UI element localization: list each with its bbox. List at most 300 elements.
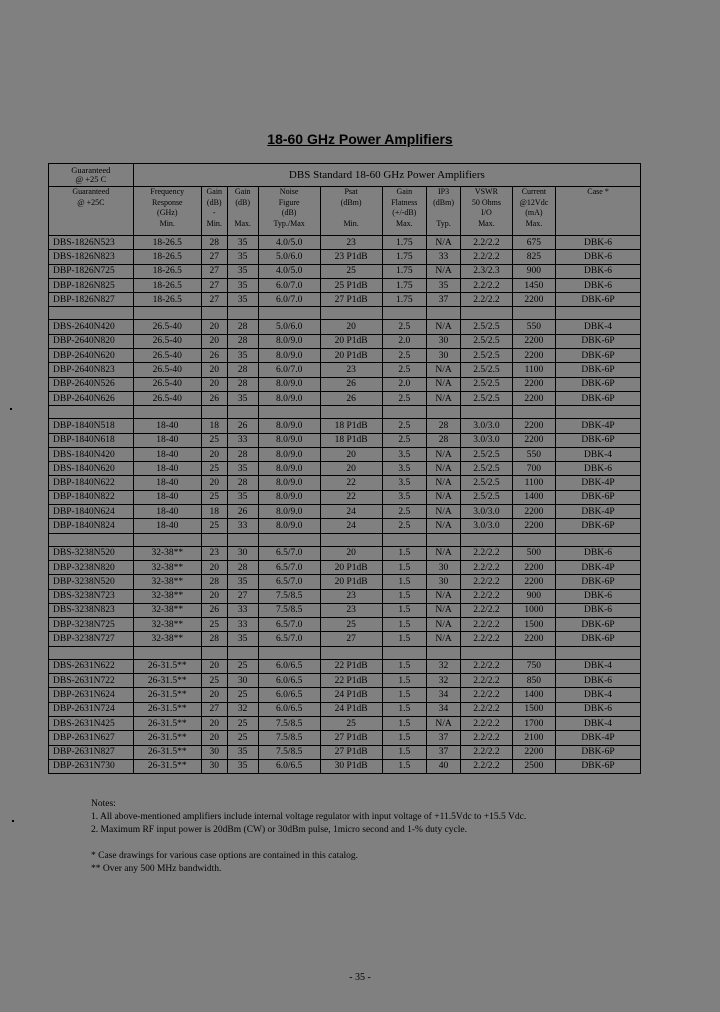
table-cell: 2.5 [382,433,426,447]
table-cell: 32-38** [133,603,201,617]
table-cell: 550 [512,320,555,334]
model-number-cell: DBP-3238N520 [49,575,134,589]
table-cell: 750 [512,659,555,673]
table-cell: DBK-4P [556,505,641,519]
table-cell: 18-26.5 [133,264,201,278]
table-cell: 8.0/9.0 [258,490,320,504]
table-cell: 27 [201,264,227,278]
table-cell: DBK-6 [556,236,641,250]
table-cell: 20 P1dB [320,575,382,589]
table-cell: DBK-4 [556,716,641,730]
column-header: Case * [556,187,641,236]
table-cell: 6.5/7.0 [258,575,320,589]
table-row [49,236,641,250]
table-cell: 28 [227,447,258,461]
table-cell: 25 [227,731,258,745]
table-cell: 35 [227,745,258,759]
table-cell: 1.5 [382,546,426,560]
table-cell: 25 [320,264,382,278]
table-row [49,476,641,490]
table-cell: 23 [201,546,227,560]
table-cell: 32-38** [133,560,201,574]
model-number-cell: DBP-3238N727 [49,632,134,646]
table-cell: 2.5 [382,363,426,377]
table-cell: DBK-6P [556,293,641,307]
table-cell: 26-31.5** [133,702,201,716]
table-cell: 1.5 [382,674,426,688]
table-cell: 550 [512,447,555,461]
table-cell: 2100 [512,731,555,745]
table-cell: 2200 [512,505,555,519]
table-cell: 2200 [512,334,555,348]
table-cell: 2.5 [382,419,426,433]
table-row [49,377,641,391]
table-row [49,731,641,745]
table-cell: DBK-4 [556,447,641,461]
table-cell: 27 P1dB [320,745,382,759]
table-cell: 1.5 [382,603,426,617]
table-row [49,759,641,773]
table-row [49,519,641,533]
table-cell: DBK-4 [556,659,641,673]
table-cell: N/A [427,716,461,730]
notes-heading: Notes: [91,799,116,809]
table-cell: 25 [201,618,227,632]
table-cell: DBK-6 [556,462,641,476]
scan-speck [10,408,12,410]
table-cell: 20 [201,377,227,391]
table-cell: 18-40 [133,490,201,504]
table-cell: N/A [427,363,461,377]
table-cell: 18-26.5 [133,250,201,264]
model-number-cell: DBP-1840N824 [49,519,134,533]
table-cell: 2200 [512,391,555,405]
table-cell: DBK-4P [556,419,641,433]
table-cell: N/A [427,589,461,603]
table-cell: DBK-6P [556,745,641,759]
table-cell: 8.0/9.0 [258,462,320,476]
table-cell: DBK-6P [556,391,641,405]
table-cell: 27 P1dB [320,731,382,745]
model-number-cell: DBS-2631N425 [49,716,134,730]
column-header: VSWR 50 Ohms I/O Max. [461,187,513,236]
table-cell: 20 [201,363,227,377]
table-cell: 35 [227,264,258,278]
table-cell: 37 [427,731,461,745]
table-row [49,447,641,461]
table-cell: 35 [227,293,258,307]
model-number-cell: DBS-2631N722 [49,674,134,688]
table-cell: 23 [320,603,382,617]
model-number-cell: DBP-1840N822 [49,490,134,504]
table-cell: 24 P1dB [320,688,382,702]
table-cell: 28 [201,632,227,646]
table-cell: 8.0/9.0 [258,377,320,391]
table-cell: 825 [512,250,555,264]
table-cell: 20 [201,560,227,574]
table-cell: 1700 [512,716,555,730]
table-cell: 30 [427,575,461,589]
table-row [49,632,641,646]
table-cell: 2.5 [382,505,426,519]
table-cell: 8.0/9.0 [258,419,320,433]
table-row [49,334,641,348]
table-cell: 6.5/7.0 [258,546,320,560]
table-cell: 32 [427,674,461,688]
table-cell: 25 [320,618,382,632]
table-cell: 32-38** [133,575,201,589]
table-cell: 18 [201,505,227,519]
table-cell: 6.0/6.5 [258,688,320,702]
table-cell: 24 [320,519,382,533]
table-cell: 2200 [512,560,555,574]
scan-speck [12,820,14,822]
table-cell: 18 P1dB [320,433,382,447]
table-cell: 700 [512,462,555,476]
model-number-cell: DBS-3238N520 [49,546,134,560]
table-cell: 30 [427,334,461,348]
table-cell: 2.5/2.5 [461,377,513,391]
table-row [49,462,641,476]
table-cell: 1.75 [382,293,426,307]
table-cell: 30 [227,546,258,560]
table-cell: 35 [227,632,258,646]
table-cell: 1.5 [382,745,426,759]
table-cell: 6.0/7.0 [258,363,320,377]
table-cell: 2.5/2.5 [461,490,513,504]
table-cell: 34 [427,702,461,716]
table-cell: 7.5/8.5 [258,731,320,745]
table-cell: 25 [201,674,227,688]
table-cell: 26-31.5** [133,759,201,773]
model-number-cell: DBP-1826N725 [49,264,134,278]
table-cell: 2.2/2.2 [461,603,513,617]
table-cell: 30 [201,759,227,773]
table-cell: 18 [201,419,227,433]
table-cell: DBK-6 [556,603,641,617]
table-cell: 22 [320,476,382,490]
table-cell: N/A [427,264,461,278]
table-cell: 25 [227,716,258,730]
table-cell: 2.5/2.5 [461,320,513,334]
table-cell: 2.5/2.5 [461,462,513,476]
table-cell: 8.0/9.0 [258,391,320,405]
model-number-cell: DBP-2640N626 [49,391,134,405]
table-cell: 2.5 [382,349,426,363]
table-cell: 18-26.5 [133,236,201,250]
table-cell: 5.0/6.0 [258,250,320,264]
table-cell: DBK-6P [556,759,641,773]
model-number-cell: DBP-1826N825 [49,278,134,292]
table-cell: 18-40 [133,519,201,533]
table-cell: 2200 [512,632,555,646]
table-cell: 2.0 [382,334,426,348]
table-cell: 28 [227,334,258,348]
table-cell: 2200 [512,433,555,447]
table-cell: 30 P1dB [320,759,382,773]
table-cell: 1.5 [382,618,426,632]
table-cell: DBK-4P [556,476,641,490]
column-header: Gain (dB) - Min. [201,187,227,236]
table-cell: 4.0/5.0 [258,264,320,278]
table-cell: 2.2/2.2 [461,688,513,702]
table-cell: N/A [427,391,461,405]
table-cell: 24 P1dB [320,702,382,716]
table-cell: 2.2/2.2 [461,745,513,759]
model-number-cell: DBS-3238N823 [49,603,134,617]
table-cell: 27 [201,250,227,264]
table-cell: 30 [227,674,258,688]
table-cell: 2.2/2.2 [461,674,513,688]
table-cell: 26 [320,391,382,405]
table-row [49,618,641,632]
table-row [49,659,641,673]
table-cell: 27 [320,632,382,646]
table-cell: 2.2/2.2 [461,236,513,250]
table-cell: 20 [201,447,227,461]
table-cell: N/A [427,447,461,461]
table-cell: 26 [320,377,382,391]
table-cell: 20 [201,476,227,490]
table-cell: 6.0/7.0 [258,278,320,292]
table-cell: 20 [201,688,227,702]
table-cell: 34 [427,688,461,702]
table-cell: 8.0/9.0 [258,476,320,490]
table-row [49,293,641,307]
table-cell: 26 [227,505,258,519]
table-cell: 3.5 [382,476,426,490]
page-title: 18-60 GHz Power Amplifiers [267,131,453,147]
table-cell: 2.5/2.5 [461,391,513,405]
table-cell: 1.5 [382,731,426,745]
table-cell: 18-26.5 [133,278,201,292]
table-cell: 20 [201,589,227,603]
table-cell: 900 [512,589,555,603]
table-cell: 2.2/2.2 [461,716,513,730]
table-cell: 20 P1dB [320,349,382,363]
table-cell: 8.0/9.0 [258,349,320,363]
table-cell: 7.5/8.5 [258,589,320,603]
table-cell: 1.75 [382,250,426,264]
table-cell: 2500 [512,759,555,773]
model-number-cell: DBP-2631N827 [49,745,134,759]
table-cell: DBK-6P [556,490,641,504]
table-cell: 3.5 [382,462,426,476]
table-cell: 18-40 [133,433,201,447]
table-cell: DBK-6 [556,674,641,688]
table-cell: 900 [512,264,555,278]
table-row [49,363,641,377]
table-cell: 27 P1dB [320,293,382,307]
table-cell: 1100 [512,363,555,377]
model-number-cell: DBS-1826N523 [49,236,134,250]
table-cell: 2.0 [382,377,426,391]
table-cell: 35 [227,278,258,292]
table-cell: 20 [320,320,382,334]
table-cell: 1.5 [382,632,426,646]
table-cell: 35 [227,575,258,589]
model-number-cell: DBP-2640N823 [49,363,134,377]
table-cell: 32-38** [133,632,201,646]
table-cell: 8.0/9.0 [258,519,320,533]
table-cell: 2.2/2.2 [461,293,513,307]
table-cell: 25 [320,716,382,730]
table-cell: 20 [201,659,227,673]
table-cell: 8.0/9.0 [258,334,320,348]
model-number-cell: DBP-1840N624 [49,505,134,519]
table-cell: DBK-6P [556,519,641,533]
table-cell: 1.5 [382,575,426,589]
table-cell: 20 [201,731,227,745]
table-cell: 1.5 [382,702,426,716]
table-cell: 2.2/2.2 [461,589,513,603]
table-row [49,674,641,688]
table-cell: 32 [427,659,461,673]
model-number-cell: DBS-3238N723 [49,589,134,603]
group-separator [49,307,641,320]
table-cell: 25 [201,433,227,447]
table-row [49,278,641,292]
table-cell: 1500 [512,618,555,632]
table-cell: 18-40 [133,447,201,461]
table-cell: 6.5/7.0 [258,618,320,632]
table-cell: 20 P1dB [320,334,382,348]
table-cell: 23 [320,236,382,250]
table-cell: DBK-4 [556,688,641,702]
table-cell: 26-31.5** [133,745,201,759]
table-row [49,745,641,759]
table-cell: 25 [227,659,258,673]
note-line: 1. All above-mentioned amplifiers include internal voltage regulator with input voltage of +11.5Vdc to +15.5 Vdc. [91,812,527,822]
table-cell: 26.5-40 [133,377,201,391]
table-cell: DBK-6 [556,250,641,264]
table-cell: 8.0/9.0 [258,433,320,447]
table-cell: 26 [201,391,227,405]
model-number-cell: DBP-2631N730 [49,759,134,773]
table-row [49,575,641,589]
table-cell: 2.2/2.2 [461,560,513,574]
table-cell: 2200 [512,349,555,363]
table-cell: 1100 [512,476,555,490]
table-cell: 1400 [512,688,555,702]
table-cell: DBK-4P [556,560,641,574]
table-cell: 4.0/5.0 [258,236,320,250]
table-cell: 2.2/2.2 [461,546,513,560]
table-cell: 2.5/2.5 [461,334,513,348]
model-number-cell: DBP-2631N724 [49,702,134,716]
model-number-cell: DBS-1826N823 [49,250,134,264]
table-cell: DBK-6P [556,334,641,348]
table-cell: 2200 [512,419,555,433]
table-cell: 30 [201,745,227,759]
table-cell: 35 [227,250,258,264]
table-cell: DBK-6 [556,546,641,560]
table-cell: 1000 [512,603,555,617]
table-cell: 30 [427,349,461,363]
table-cell: 2.5/2.5 [461,476,513,490]
table-cell: 20 P1dB [320,560,382,574]
table-row [49,433,641,447]
model-number-cell: DBP-1840N518 [49,419,134,433]
table-cell: N/A [427,603,461,617]
table-cell: 675 [512,236,555,250]
footnote-line: * Case drawings for various case options are contained in this catalog. [91,851,358,861]
model-number-cell: DBP-1840N618 [49,433,134,447]
table-cell: 26 [227,419,258,433]
table-cell: 26.5-40 [133,363,201,377]
table-cell: 2.2/2.2 [461,759,513,773]
table-cell: 25 P1dB [320,278,382,292]
column-header: Frequency Response (GHz) Min. [133,187,201,236]
table-cell: 27 [227,589,258,603]
table-cell: 30 [427,560,461,574]
group-separator [49,533,641,546]
table-cell: 23 [320,363,382,377]
table-cell: 32-38** [133,618,201,632]
table-cell: N/A [427,320,461,334]
table-cell: 27 [201,293,227,307]
table-cell: 35 [227,759,258,773]
table-cell: 20 [320,462,382,476]
model-number-cell: DBS-2640N420 [49,320,134,334]
column-header: Gain (dB) Max. [227,187,258,236]
table-row [49,702,641,716]
table-cell: 26-31.5** [133,688,201,702]
table-cell: 26.5-40 [133,391,201,405]
table-cell: 25 [201,462,227,476]
table-cell: 3.0/3.0 [461,519,513,533]
column-header: Gain Flatness (+/-dB) Max. [382,187,426,236]
table-row [49,688,641,702]
table-cell: DBK-4P [556,731,641,745]
table-cell: 3.5 [382,447,426,461]
table-cell: 18-40 [133,505,201,519]
table-cell: DBK-6P [556,377,641,391]
model-number-cell: DBP-1840N622 [49,476,134,490]
model-number-cell: DBP-3238N820 [49,560,134,574]
guaranteed-top-header: Guaranteed @ +25 C [49,164,134,187]
table-row [49,589,641,603]
table-cell: 1.75 [382,278,426,292]
table-row [49,546,641,560]
table-cell: 1.75 [382,236,426,250]
guaranteed-left-header: Guaranteed @ +25C [49,187,134,236]
footnote-line: ** Over any 500 MHz bandwidth. [91,864,222,874]
table-cell: 2.2/2.2 [461,250,513,264]
model-number-cell: DBP-2631N627 [49,731,134,745]
table-cell: 2.2/2.2 [461,659,513,673]
table-cell: 37 [427,745,461,759]
table-cell: 2.5 [382,391,426,405]
table-cell: 2.2/2.2 [461,618,513,632]
table-cell: DBK-6P [556,618,641,632]
table-cell: 5.0/6.0 [258,320,320,334]
amplifier-spec-table [48,163,641,774]
table-cell: 3.0/3.0 [461,433,513,447]
table-cell: 2.2/2.2 [461,575,513,589]
table-cell: N/A [427,236,461,250]
table-cell: 35 [427,278,461,292]
table-cell: 6.0/6.5 [258,659,320,673]
table-cell: DBK-6 [556,702,641,716]
table-cell: 22 P1dB [320,674,382,688]
table-cell: 3.0/3.0 [461,419,513,433]
table-cell: 25 [227,688,258,702]
table-cell: 2200 [512,377,555,391]
table-cell: 35 [227,490,258,504]
table-cell: DBK-6 [556,589,641,603]
table-cell: DBK-6P [556,363,641,377]
